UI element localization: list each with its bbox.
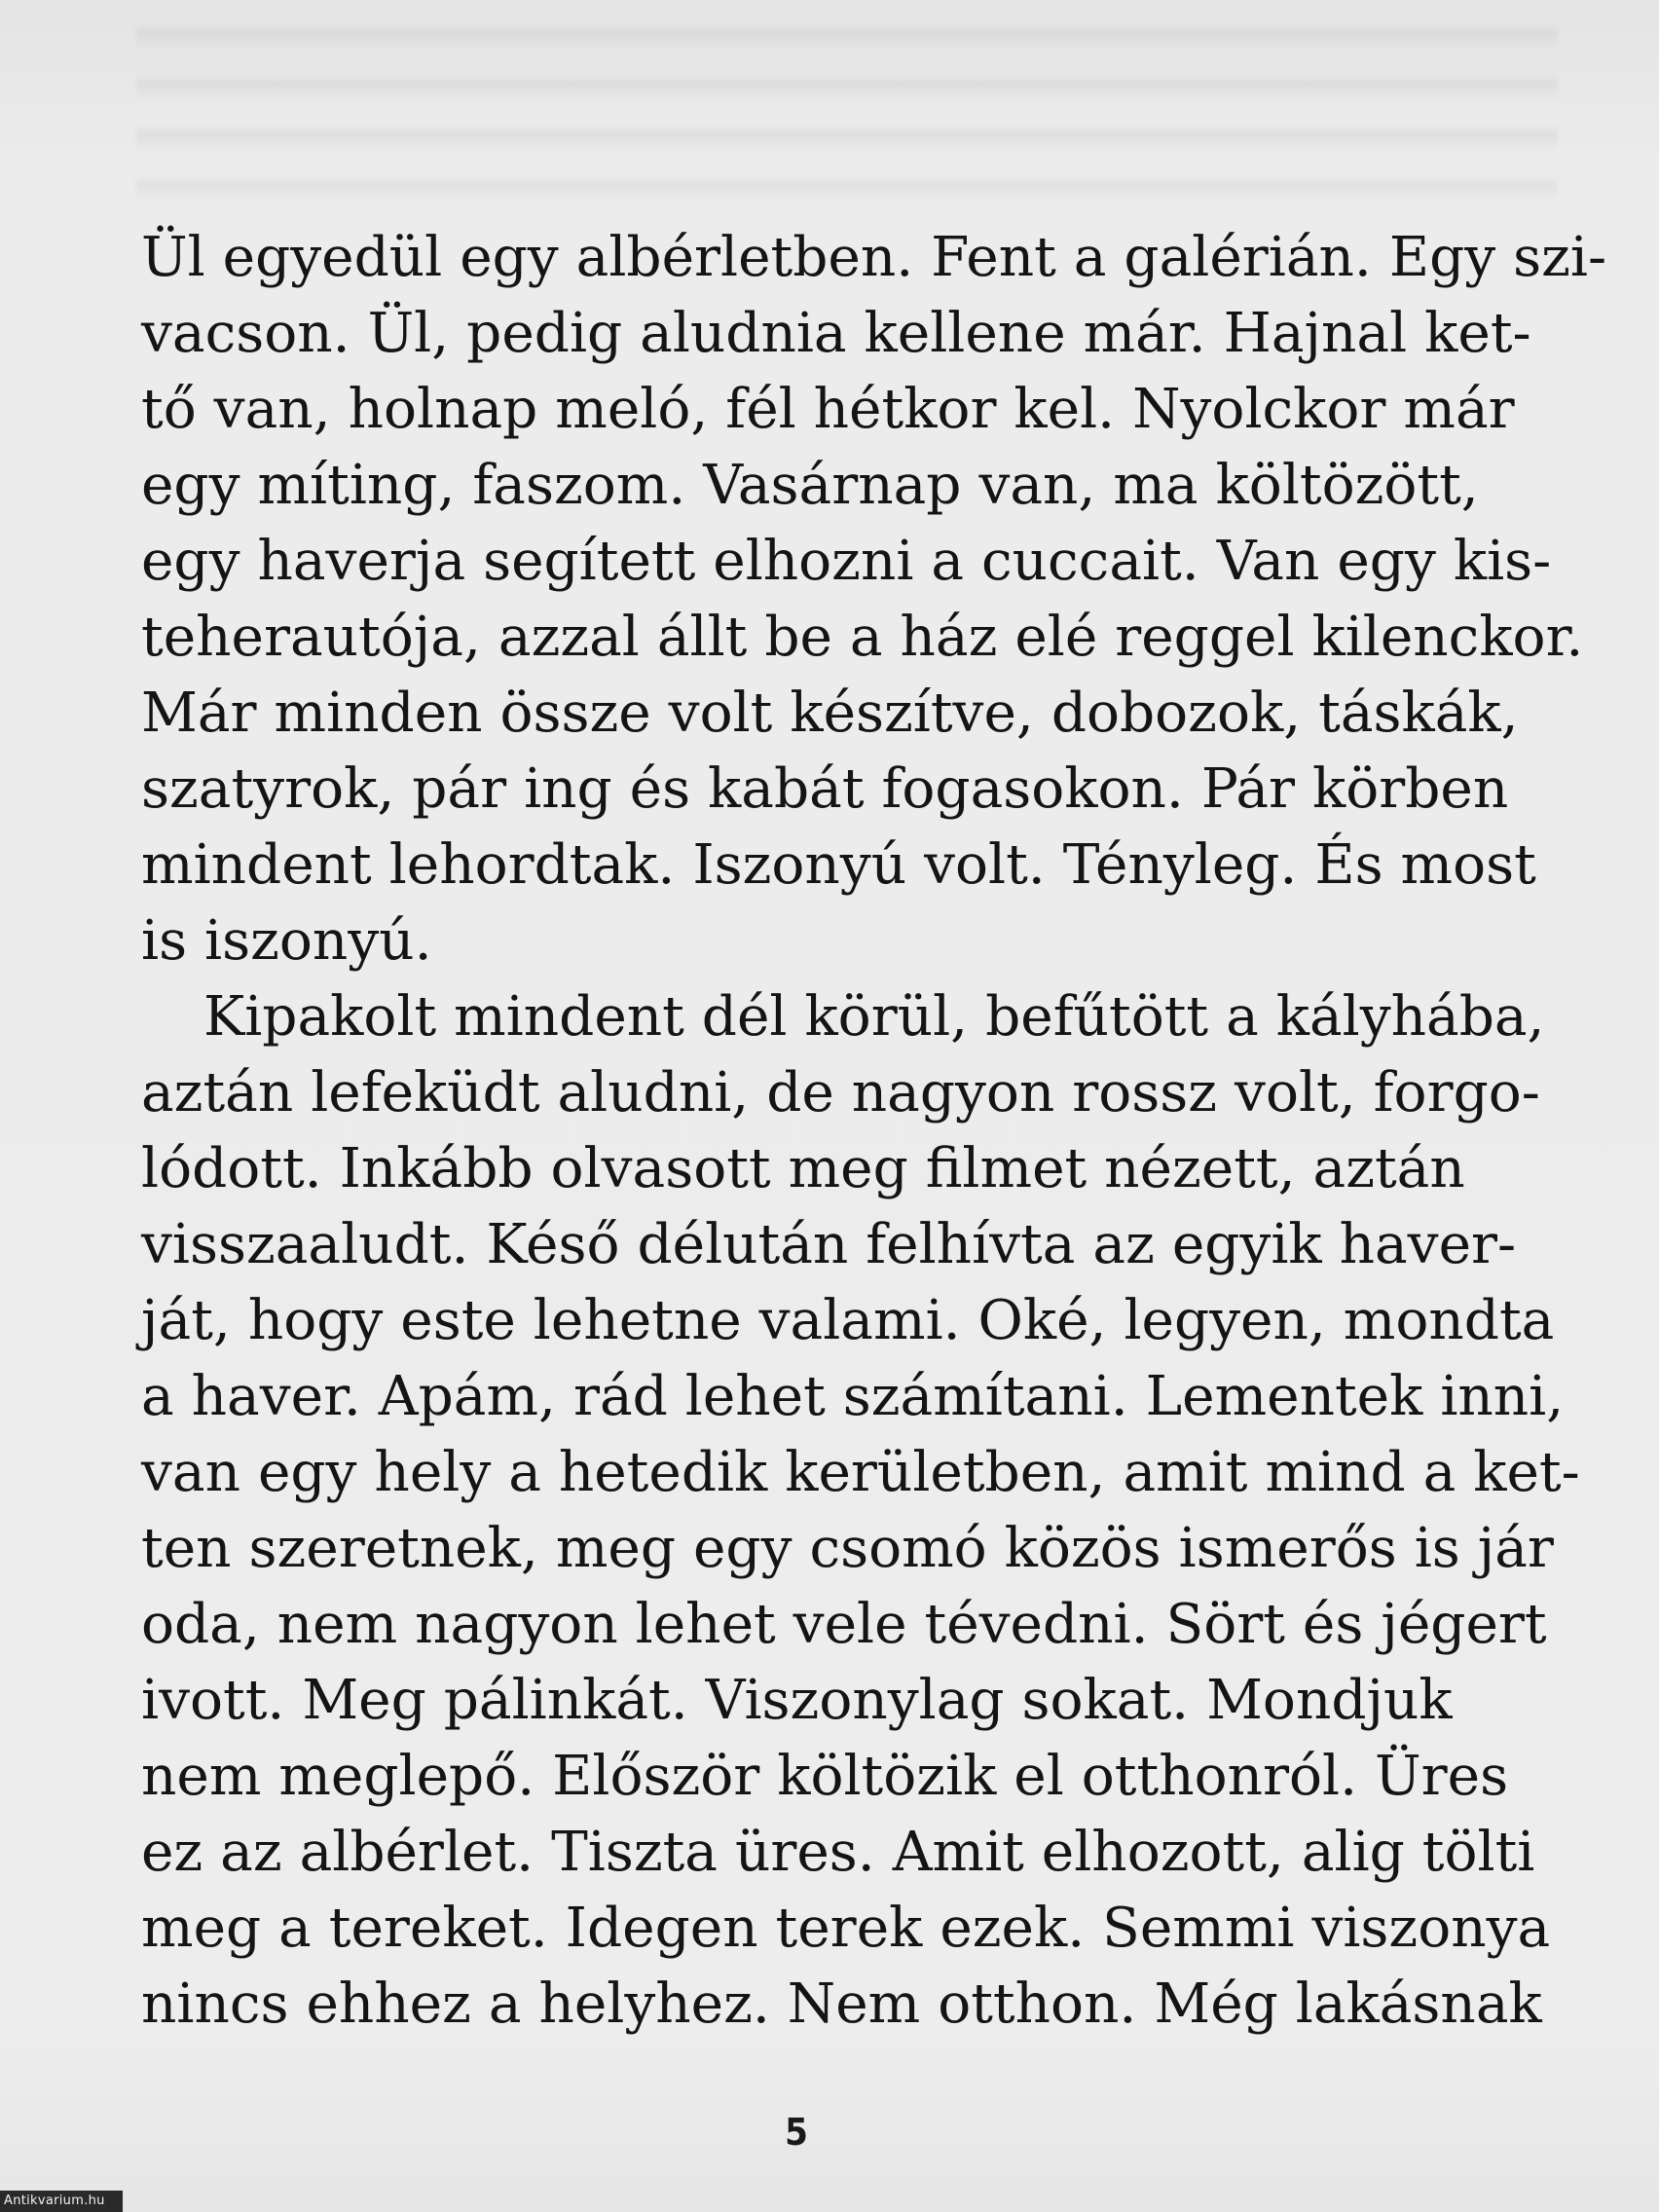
text-line: Már minden össze volt készítve, dobozok, táskák, bbox=[141, 682, 1519, 745]
text-line: tő van, holnap meló, fél hétkor kel. Nyolckor már bbox=[141, 378, 1515, 441]
text-line: van egy hely a hetedik kerületben, amit mind a ket- bbox=[141, 1441, 1580, 1504]
page-number: 5 bbox=[785, 2111, 808, 2154]
text-line: nincs ehhez a helyhez. Nem otthon. Még lakásnak bbox=[141, 1972, 1542, 2036]
text-line: szatyrok, pár ing és kabát fogasokon. Pár körben bbox=[141, 757, 1509, 821]
text-line: Kipakolt mindent dél körül, befűtött a kályhába, bbox=[203, 985, 1545, 1049]
text-line: meg a tereket. Idegen terek ezek. Semmi viszonya bbox=[141, 1897, 1551, 1960]
text-line: ivott. Meg pálinkát. Viszonylag sokat. Mondjuk bbox=[141, 1669, 1453, 1732]
text-line: egy haverja segített elhozni a cuccait. Van egy kis- bbox=[141, 530, 1552, 593]
text-line: ját, hogy este lehetne valami. Oké, legyen, mondta bbox=[141, 1289, 1555, 1352]
text-line: a haver. Apám, rád lehet számítani. Lementek inni, bbox=[141, 1365, 1565, 1428]
text-line: ten szeretnek, meg egy csomó közös ismerős is jár bbox=[141, 1517, 1554, 1580]
text-line: is iszonyú. bbox=[141, 909, 432, 973]
body-text bbox=[141, 220, 1607, 2043]
text-line: Ül egyedül egy albérletben. Fent a galérián. Egy szi- bbox=[141, 226, 1607, 289]
text-line: teherautója, azzal állt be a ház elé reggel kilenckor. bbox=[141, 606, 1584, 669]
text-line: vacson. Ül, pedig aludnia kellene már. Hajnal ket- bbox=[141, 302, 1531, 365]
text-line: oda, nem nagyon lehet vele tévedni. Sört és jégert bbox=[141, 1593, 1547, 1656]
text-line: egy míting, faszom. Vasárnap van, ma költözött, bbox=[141, 454, 1479, 517]
text-line: lódott. Inkább olvasott meg filmet nézett, aztán bbox=[141, 1137, 1465, 1200]
text-line: aztán lefeküdt aludni, de nagyon rossz volt, forgo- bbox=[141, 1061, 1540, 1124]
text-line: nem meglepő. Először költözik el otthonról. Üres bbox=[141, 1745, 1509, 1808]
text-line: ez az albérlet. Tiszta üres. Amit elhozott, alig tölti bbox=[141, 1821, 1535, 1884]
show-through-bleed bbox=[136, 0, 1558, 204]
text-line: mindent lehordtak. Iszonyú volt. Tényleg. És most bbox=[141, 833, 1536, 897]
text-line: visszaaludt. Késő délután felhívta az egyik haver- bbox=[141, 1213, 1517, 1276]
watermark-label: Antikvarium.hu bbox=[0, 2191, 123, 2212]
